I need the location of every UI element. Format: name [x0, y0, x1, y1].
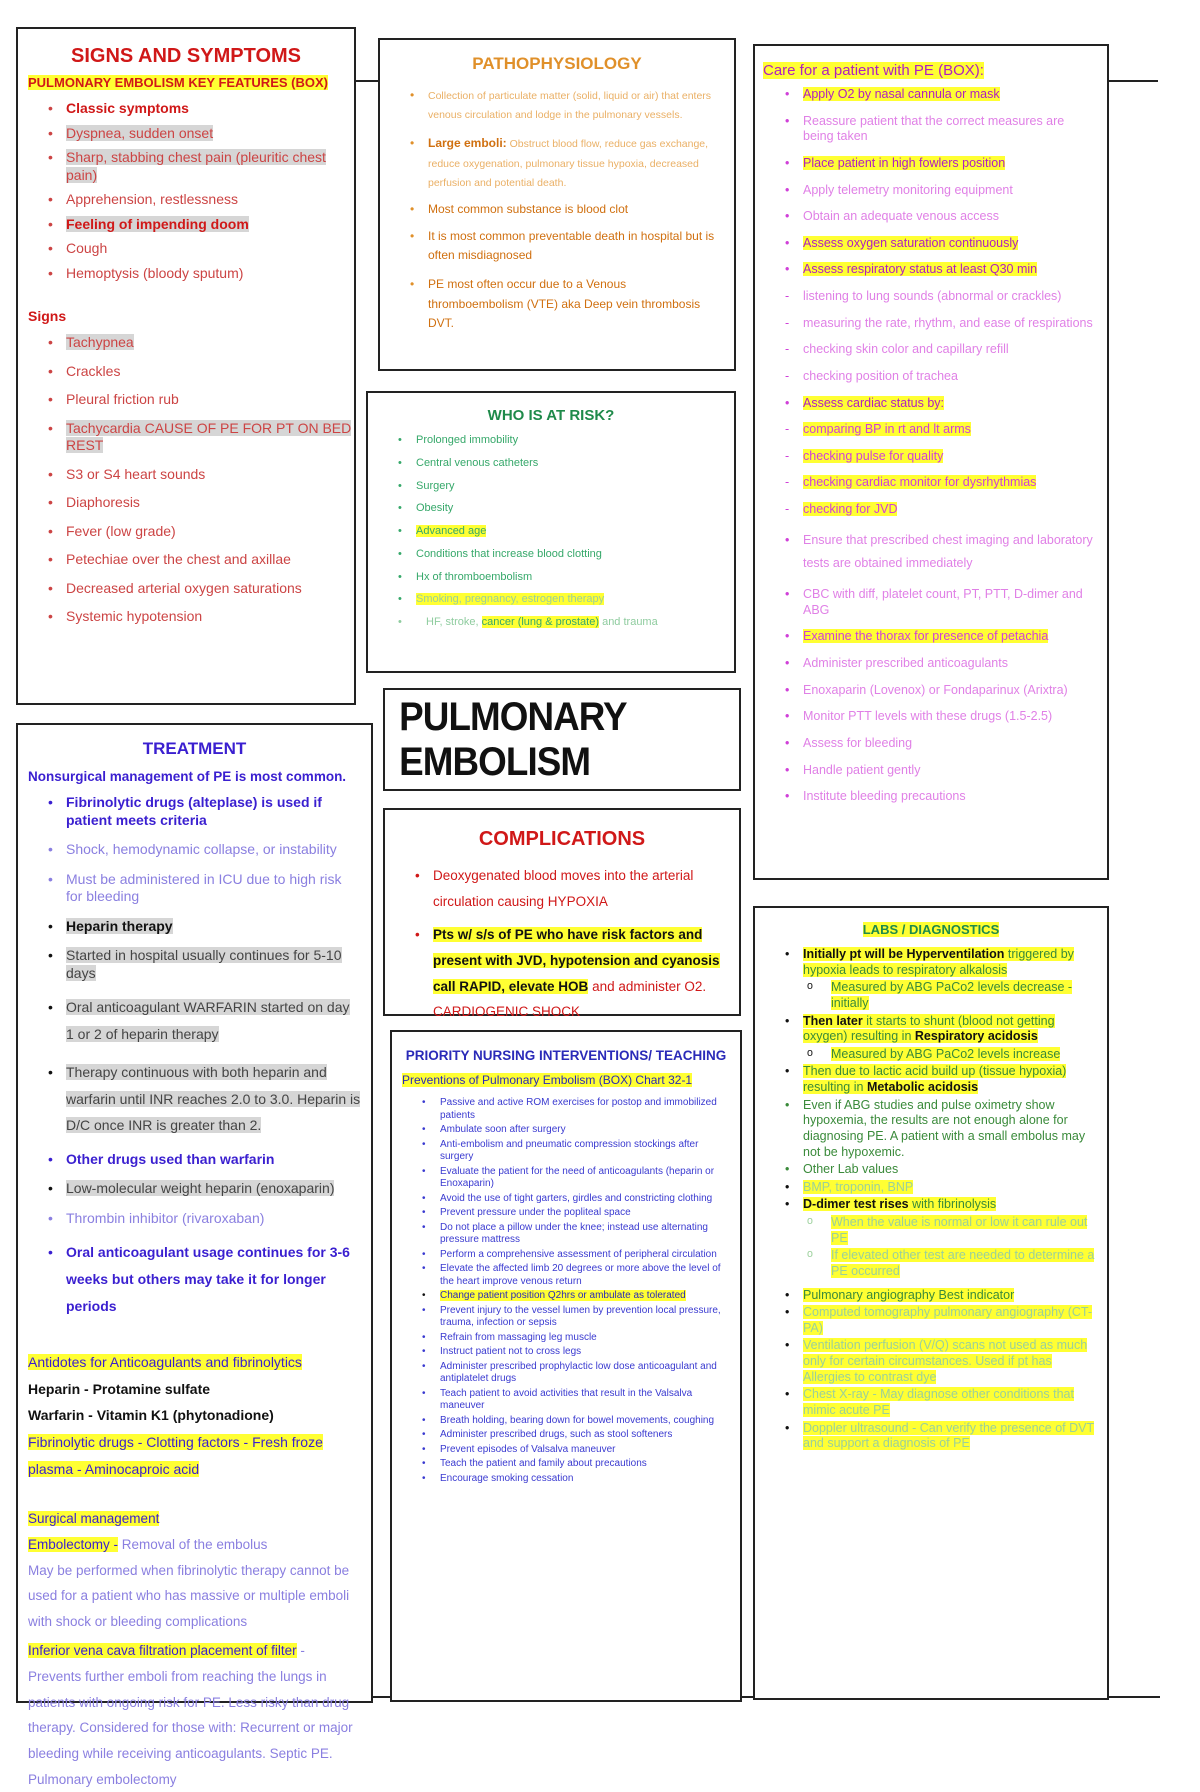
antidote-warfarin: Warfarin - Vitamin K1 (phytonadione) [28, 1407, 274, 1424]
connector-line [356, 80, 378, 82]
list-item: • Examine the thorax for presence of petachia [755, 629, 1097, 645]
list-item: • Initially pt will be Hyperventilation triggered by hypoxia leads to respiratory alkalosis [755, 947, 1099, 978]
embolectomy-note: May be performed when fibrinolytic therapy cannot be used for a patient who has massive or multiple emboli with shock or bleeding complications [28, 1562, 350, 1629]
priority-list [392, 1097, 740, 1485]
list-item: - listening to lung sounds (abnormal or crackles) [755, 289, 1097, 305]
list-item: • Administer prescribed anticoagulants [755, 656, 1097, 672]
list-item: - checking for JVD [755, 502, 1097, 518]
page-title: PULMONARY EMBOLISM [399, 694, 627, 784]
list-item: • Cough [18, 240, 354, 258]
list-item: • Feeling of impending doom [18, 216, 354, 234]
list-item: • Administer prescribed prophylactic low dose anticoagulant and antiplatelet drugs [392, 1361, 730, 1386]
list-item: • Other Lab values [755, 1162, 1099, 1178]
list-item: o If elevated other test are needed to determine a PE occurred [755, 1248, 1099, 1279]
list-item: • It is most common preventable death in hospital but is often misdiagnosed [380, 227, 722, 265]
list-item: • Ambulate soon after surgery [392, 1124, 730, 1137]
list-item: • Then due to lactic acid build up (tissue hypoxia) resulting in Metabolic acidosis [755, 1064, 1099, 1095]
treatment-box [16, 723, 373, 1787]
list-item: • Shock, hemodynamic collapse, or instability [18, 841, 361, 859]
list-item: • Encourage smoking cessation [392, 1473, 730, 1486]
antidote-fibrinolytic: Fibrinolytic drugs - Clotting factors - Fresh froze plasma - Aminocaproic acid [28, 1434, 323, 1477]
list-item: • Collection of particulate matter (solid, liquid or air) that enters venous circulation and lodge in the pulmonary vessels. [380, 86, 722, 124]
list-item: • Evaluate the patient for the need of anticoagulants (heparin or Enoxaparin) [392, 1166, 730, 1191]
risk-box [366, 391, 736, 673]
list-item: • Assess oxygen saturation continuously [755, 236, 1097, 252]
list-item: - comparing BP in rt and lt arms [755, 422, 1097, 438]
list-item: • CBC with diff, platelet count, PT, PTT, D-dimer and ABG [755, 587, 1097, 618]
list-item: • Computed tomography pulmonary angiography (CT-PA) [755, 1305, 1099, 1336]
list-item: • Change patient position Q2hrs or ambulate as tolerated [392, 1290, 730, 1303]
list-item: - checking cardiac monitor for dysrhythmias [755, 475, 1097, 491]
list-item: • Classic symptoms [18, 100, 354, 118]
list-item: • Therapy continuous with both heparin and warfarin until INR reaches 2.0 to 3.0. Heparin is D/C once INR is greater than 2. [18, 1059, 361, 1139]
symptoms-list [18, 100, 354, 282]
list-item: • Perform a comprehensive assessment of peripheral circulation [392, 1249, 730, 1262]
priority-subtitle: Preventions of Pulmonary Embolism (BOX) Chart 32-1 [402, 1073, 693, 1087]
list-item: • Tachypnea [18, 334, 354, 352]
list-item: • PE most often occur due to a Venous thromboembolism (VTE) aka Deep vein thrombosis DVT. [380, 275, 722, 333]
treatment-list [18, 794, 371, 1319]
list-item: • Heparin therapy [18, 918, 361, 936]
list-item: • Do not place a pillow under the knee; instead use alternating pressure mattress [392, 1222, 730, 1247]
list-item: - measuring the rate, rhythm, and ease of respirations [755, 316, 1097, 332]
main-title-box [383, 688, 741, 791]
list-item: • Anti-embolism and pneumatic compression stockings after surgery [392, 1139, 730, 1164]
list-item: • Assess respiratory status at least Q30 min [755, 262, 1097, 278]
care-title: Care for a patient with PE (BOX): [763, 62, 984, 79]
list-item: • Refrain from massaging leg muscle [392, 1332, 730, 1345]
list-item: • Hx of thromboembolism [368, 571, 734, 585]
labs-box [753, 906, 1109, 1700]
connector-line [1108, 80, 1158, 82]
list-item: • Thrombin inhibitor (rivaroxaban) [18, 1210, 361, 1228]
signs-list [18, 334, 354, 626]
list-item: • Teach patient to avoid activities that result in the Valsalva maneuver [392, 1388, 730, 1413]
list-item: • Teach the patient and family about precautions [392, 1458, 730, 1471]
list-item: • Handle patient gently [755, 763, 1097, 779]
signs-symptoms-title: SIGNS AND SYMPTOMS [70, 45, 302, 67]
list-item: • Dyspnea, sudden onset [18, 125, 354, 143]
list-item: - checking skin color and capillary refill [755, 342, 1097, 358]
list-item: • Crackles [18, 363, 354, 381]
list-item: • Assess cardiac status by: [755, 396, 1097, 412]
key-features-subtitle: PULMONARY EMBOLISM KEY FEATURES (BOX) [28, 75, 328, 90]
complications-box [383, 808, 741, 1020]
list-item: • Passive and active ROM exercises for postop and immobilized patients [392, 1097, 730, 1122]
pathophysiology-list [380, 86, 734, 333]
priority-title: PRIORITY NURSING INTERVENTIONS/ TEACHING [405, 1048, 727, 1063]
list-item: • Sharp, stabbing chest pain (pleuritic chest pain) [18, 149, 354, 184]
list-item: • Institute bleeding precautions [755, 789, 1097, 805]
pathophysiology-box [378, 38, 736, 371]
list-item: o Measured by ABG PaCo2 levels decrease - initially [755, 980, 1099, 1011]
list-item: • Hemoptysis (bloody sputum) [18, 265, 354, 283]
list-item: • Fever (low grade) [18, 523, 354, 541]
list-item: • Apply O2 by nasal cannula or mask [755, 87, 1097, 103]
list-item: • Administer prescribed drugs, such as stool softeners [392, 1429, 730, 1442]
surgical-title: Surgical management [28, 1511, 160, 1527]
list-item: • Assess for bleeding [755, 736, 1097, 752]
list-item: • Fibrinolytic drugs (alteplase) is used if patient meets criteria [18, 794, 361, 829]
surgical-section: Surgical management Embolectomy - Removal of the embolus May be performed when fibrinolytic therapy cannot be used for a patient who has massive or multiple emboli with shock or bleeding complications Inferior vena cava filtration placement of filter - Prevents further emboli from reaching the lungs in patients with ongoing risk for PE. Less risky than drug therapy. Considered for those with: Recurrent or major bleeding while receiving anticoagulants. Septic PE. Pulmonary embolectomy [28, 1506, 361, 1792]
list-item: • D-dimer test rises with fibrinolysis [755, 1197, 1099, 1213]
signs-symptoms-box [16, 27, 356, 705]
list-item: • Most common substance is blood clot [380, 202, 722, 217]
risk-list [368, 434, 734, 630]
care-box [753, 44, 1109, 880]
antidotes-title: Antidotes for Anticoagulants and fibrinolytics [28, 1354, 302, 1371]
list-item: • Other drugs used than warfarin [18, 1151, 361, 1169]
list-item: • Advanced age [368, 525, 734, 539]
list-item: • Central venous catheters [368, 457, 734, 471]
care-list [755, 87, 1107, 805]
list-item: • Monitor PTT levels with these drugs (1.5-2.5) [755, 709, 1097, 725]
list-item: • Reassure patient that the correct measures are being taken [755, 114, 1097, 145]
list-item: • Prevent injury to the vessel lumen by prevention local pressure, trauma, infection or sepsis [392, 1305, 730, 1330]
list-item: • Doppler ultrasound - Can verify the presence of DVT and support a diagnosis of PE [755, 1421, 1099, 1452]
list-item: • Large emboli: Obstruct blood flow, reduce gas exchange, reduce oxygenation, pulmonary tissue hypoxia, decreased perfusion and potential death. [380, 134, 722, 192]
list-item: • Obesity [368, 502, 734, 516]
list-item: • Decreased arterial oxygen saturations [18, 580, 354, 598]
list-item: • Petechiae over the chest and axillae [18, 551, 354, 569]
list-item: • Elevate the affected limb 20 degrees or more above the level of the heart improve venous return [392, 1263, 730, 1288]
list-item: - checking position of trachea [755, 369, 1097, 385]
list-item: • HF, stroke, cancer (lung & prostate) and trauma [368, 616, 734, 630]
list-item: • Apply telemetry monitoring equipment [755, 183, 1097, 199]
list-item: • Then later it starts to shunt (blood not getting oxygen) resulting in Respiratory acidosis [755, 1014, 1099, 1045]
list-item: o Measured by ABG PaCo2 levels increase [755, 1047, 1099, 1063]
labs-title-wrap [755, 922, 1107, 937]
list-item: • Must be administered in ICU due to high risk for bleeding [18, 871, 361, 906]
priority-box [390, 1030, 742, 1702]
list-item: • Conditions that increase blood clotting [368, 548, 734, 562]
list-item: • Chest X-ray - May diagnose other conditions that mimic acute PE [755, 1387, 1099, 1418]
list-item: • Enoxaparin (Lovenox) or Fondaparinux (Arixtra) [755, 683, 1097, 699]
treatment-title: TREATMENT [142, 739, 247, 758]
list-item: • S3 or S4 heart sounds [18, 466, 354, 484]
treatment-intro: Nonsurgical management of PE is most common. [28, 769, 347, 784]
list-item: • Ensure that prescribed chest imaging and laboratory tests are obtained immediately [755, 529, 1097, 577]
list-item: • Oral anticoagulant usage continues for 3-6 weeks but others may take it for longer periods [18, 1239, 361, 1319]
list-item: • Tachycardia CAUSE OF PE FOR PT ON BED REST [18, 420, 354, 455]
list-item: • Apprehension, restlessness [18, 191, 354, 209]
complications-list [385, 863, 739, 1025]
list-item: • Prevent episodes of Valsalva maneuver [392, 1444, 730, 1457]
signs-label: Signs [28, 308, 67, 324]
list-item: - checking pulse for quality [755, 449, 1097, 465]
list-item: • Prolonged immobility [368, 434, 734, 448]
list-item: • Started in hospital usually continues for 5-10 days [18, 947, 361, 982]
complications-title: COMPLICATIONS [478, 828, 646, 850]
list-item: • Diaphoresis [18, 494, 354, 512]
list-item: • Systemic hypotension [18, 608, 354, 626]
list-item: • BMP, troponin, BNP [755, 1180, 1099, 1196]
list-item: • Avoid the use of tight garters, girdles and constricting clothing [392, 1193, 730, 1206]
list-item: • Instruct patient not to cross legs [392, 1346, 730, 1359]
list-item: • Even if ABG studies and pulse oximetry show hypoxemia, the results are not enough alone for diagnosing PE. A patient with a small embolus may not be hypoxemic. [755, 1098, 1099, 1161]
list-item: • Prevent pressure under the popliteal space [392, 1207, 730, 1220]
list-item: o When the value is normal or low it can rule out PE [755, 1215, 1099, 1246]
list-item: • Low-molecular weight heparin (enoxaparin) [18, 1180, 361, 1198]
antidote-heparin: Heparin - Protamine sulfate [28, 1380, 211, 1397]
list-item: • Surgery [368, 480, 734, 494]
list-item: • Ventilation perfusion (V/Q) scans not used as much only for certain circumstances. Used if pt has Allergies to contrast dye [755, 1338, 1099, 1385]
list-item: • Obtain an adequate venous access [755, 209, 1097, 225]
list-item: • Pts w/ s/s of PE who have risk factors and present with JVD, hypotension and cyanosis call RAPID, elevate HOB and administer O2. CARDIOGENIC SHOCK [385, 922, 729, 1025]
antidotes-section [28, 1349, 361, 1482]
pathophysiology-title: PATHOPHYSIOLOGY [472, 54, 642, 73]
list-item: • Breath holding, bearing down for bowel movements, coughing [392, 1415, 730, 1428]
list-item: • Place patient in high fowlers position [755, 156, 1097, 172]
labs-title: LABS / DIAGNOSTICS [862, 922, 1000, 937]
risk-title: WHO IS AT RISK? [487, 407, 615, 424]
list-item: • Pleural friction rub [18, 391, 354, 409]
list-item: • Pulmonary angiography Best indicator [755, 1288, 1099, 1304]
labs-list [755, 947, 1107, 1452]
list-item: • Deoxygenated blood moves into the arterial circulation causing HYPOXIA [385, 863, 729, 914]
list-item: • Smoking, pregnancy, estrogen therapy [368, 593, 734, 607]
list-item: • Oral anticoagulant WARFARIN started on day 1 or 2 of heparin therapy [18, 994, 361, 1047]
